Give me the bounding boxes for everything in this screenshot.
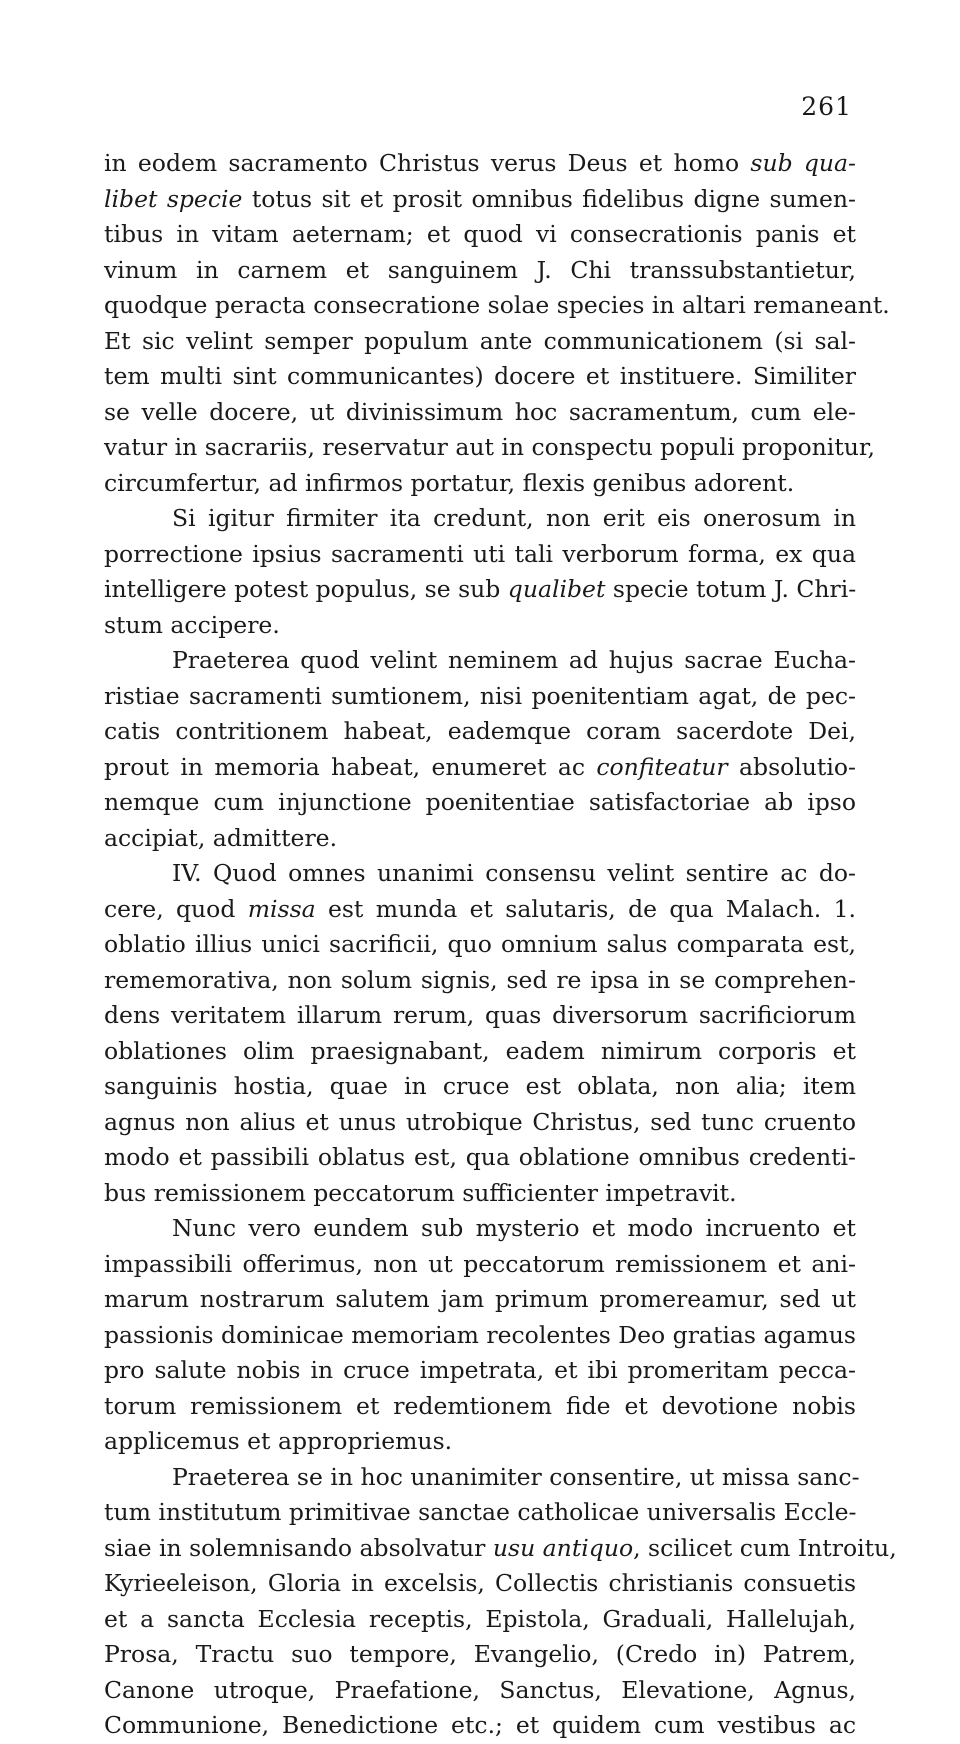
text-segment: cere, quod (104, 894, 248, 923)
text-segment: Canone utroque, Praefatione, Sanctus, Elevatione, Agnus, (104, 1675, 856, 1704)
text-segment: marum nostrarum salutem jam primum promereamur, sed ut (104, 1285, 856, 1313)
text-segment: porrectione ipsius sacramenti uti tali verborum forma, ex qua (104, 539, 856, 568)
italic-text: qualibet (507, 575, 606, 603)
text-line (104, 253, 856, 289)
text-line (104, 927, 856, 963)
text-line (104, 643, 856, 679)
text-line (104, 963, 856, 999)
text-segment: tibus in vitam aeternam; et quod vi consecrationis panis et (104, 220, 856, 248)
text-line (104, 1637, 856, 1673)
text-segment: vinum in carnem et sanguinem J. Chi transsubstantietur, (104, 255, 856, 284)
text-segment: se velle docere, ut divinissimum hoc sacramentum, cum ele- (104, 397, 856, 426)
text-line (104, 714, 856, 750)
text-line (104, 1389, 856, 1425)
text-segment: stum accipere. (104, 610, 280, 639)
text-segment: vatur in sacrariis, reservatur aut in conspectu populi proponitur, (104, 433, 876, 461)
text-line (104, 1140, 856, 1176)
text-line (104, 785, 856, 821)
text-segment: sanguinis hostia, quae in cruce est oblata, non alia; item (104, 1072, 856, 1100)
text-segment: catis contritionem habeat, eademque coram sacerdote Dei, (104, 717, 856, 745)
text-segment: est munda et salutaris, de qua Malach. 1. (315, 894, 856, 923)
text-line (104, 679, 856, 715)
text-segment: quodque peracta consecratione solae species in altari remaneant. (104, 291, 890, 319)
text-segment: Nunc vero eundem sub mysterio et modo incruento et (172, 1214, 856, 1242)
text-line (104, 466, 856, 502)
text-segment: bus remissionem peccatorum sufficienter impetravit. (104, 1178, 737, 1207)
text-line (104, 856, 856, 892)
text-segment: nemque cum injunctione poenitentiae satisfactoriae ab ipso (104, 788, 856, 816)
text-line (104, 1424, 856, 1460)
text-line (104, 1602, 856, 1638)
text-line (104, 1708, 856, 1744)
text-line (104, 1247, 856, 1283)
text-line (104, 1318, 856, 1354)
text-line (104, 750, 856, 786)
text-line (104, 1460, 860, 1496)
text-segment: accipiat, admittere. (104, 823, 338, 852)
text-segment: prout in memoria habeat, enumeret ac (104, 752, 597, 781)
page-number: 261 (801, 92, 852, 121)
text-segment: absolutio- (727, 752, 856, 781)
italic-text: libet specie (104, 184, 243, 213)
text-segment: in eodem sacramento Christus verus Deus et homo (104, 149, 751, 177)
text-segment: totus sit et prosit omnibus fidelibus digne sumen- (242, 184, 856, 213)
text-line (104, 1282, 856, 1318)
text-segment: tum institutum primitivae sanctae catholicae universalis Eccle- (104, 1498, 857, 1526)
text-segment: passionis dominicae memoriam recolentes Deo gratias agamus (104, 1320, 856, 1349)
text-line (104, 1069, 856, 1105)
text-line (104, 324, 856, 360)
text-line (104, 288, 890, 324)
text-segment: dens veritatem illarum rerum, quas diversorum sacrificiorum (104, 1001, 856, 1029)
text-segment: pro salute nobis in cruce impetrata, et ibi promeritam pecca- (104, 1356, 856, 1384)
text-segment: agnus non alius et unus utrobique Christus, sed tunc cruento (104, 1107, 856, 1136)
text-line (104, 1211, 856, 1247)
text-segment: Kyrieeleison, Gloria in excelsis, Collectis christianis consuetis (104, 1569, 856, 1597)
text-line (104, 998, 856, 1034)
text-segment: Et sic velint semper populum ante communicationem (si sal- (104, 326, 856, 355)
text-line (104, 1495, 856, 1531)
text-segment: oblationes olim praesignabant, eadem nimirum corporis et (104, 1036, 856, 1065)
text-segment: tem multi sint communicantes) docere et instituere. Similiter (104, 362, 856, 390)
text-segment: ristiae sacramenti sumtionem, nisi poenitentiam agat, de pec- (104, 681, 856, 710)
text-line (104, 892, 856, 928)
text-line (104, 395, 856, 431)
text-segment: impassibili offerimus, non ut peccatorum remissionem et ani- (104, 1249, 856, 1278)
text-line (104, 1105, 856, 1141)
text-segment: applicemus et appropriemus. (104, 1427, 453, 1455)
text-line (104, 359, 856, 395)
italic-text: usu antiquo (492, 1533, 634, 1562)
text-line (104, 501, 856, 537)
text-segment: modo et passibili oblatus est, qua oblatione omnibus credenti- (104, 1143, 856, 1171)
text-segment: rememorativa, non solum signis, sed re ipsa in se comprehen- (104, 965, 856, 994)
text-segment: IV. Quod omnes unanimi consensu velint sentire ac do- (172, 859, 856, 887)
text-segment: , scilicet cum Introitu, (633, 1533, 897, 1562)
italic-text: missa (247, 894, 316, 923)
text-segment: specie totum J. Chri- (605, 575, 857, 603)
text-segment: Praeterea quod velint neminem ad hujus sacrae Eucha- (172, 646, 856, 674)
text-segment: oblatio illius unici sacrificii, quo omnium salus comparata est, (104, 930, 856, 958)
text-segment: Praeterea se in hoc unanimiter consentire, ut missa sanc- (172, 1462, 860, 1491)
text-line (104, 537, 856, 573)
text-line (104, 1034, 856, 1070)
text-line (104, 1353, 856, 1389)
text-line (104, 608, 856, 644)
text-line (104, 572, 856, 608)
text-line (104, 1566, 856, 1602)
document-body (104, 146, 897, 1744)
text-segment: circumfertur, ad infirmos portatur, flexis genibus adorent. (104, 468, 795, 497)
text-line (104, 1176, 856, 1212)
text-segment: Si igitur firmiter ita credunt, non erit eis onerosum in (172, 504, 856, 532)
text-segment: Prosa, Tractu suo tempore, Evangelio, (Credo in) Patrem, (104, 1640, 856, 1668)
text-line (104, 146, 856, 182)
text-line (104, 217, 856, 253)
italic-text: confiteatur (596, 752, 728, 781)
text-segment: intelligere potest populus, se sub (104, 575, 508, 603)
text-line (104, 182, 856, 218)
text-segment: siae in solemnisando absolvatur (104, 1533, 493, 1562)
text-line (104, 821, 856, 857)
text-line (104, 1673, 856, 1709)
italic-text: sub qua- (750, 149, 856, 177)
text-segment: Communione, Benedictione etc.; et quidem cum vestibus ac (104, 1711, 856, 1739)
text-segment: torum remissionem et redemtionem fide et devotione nobis (104, 1391, 856, 1420)
text-segment: et a sancta Ecclesia receptis, Epistola, Graduali, Hallelujah, (104, 1604, 856, 1633)
text-line (104, 430, 876, 466)
text-line (104, 1531, 897, 1567)
